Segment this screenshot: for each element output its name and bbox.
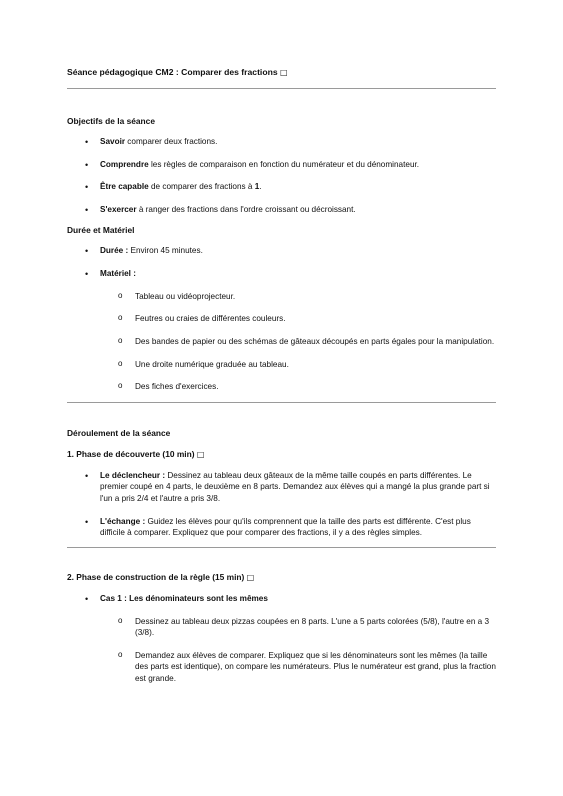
item-text: les règles de comparaison en fonction du numérateur et du dénominateur. [148,159,420,169]
sub-list-item: o Feutres ou craies de différentes couleurs. [67,313,496,325]
divider [67,547,496,548]
item-text: Guidez les élèves pour qu'ils comprennent que la taille des parts est différente. C'est plus difficile à comparer. Expliquez que pour comparer des fractions, il y a des règles simples. [100,516,471,538]
sub-list-item: o Tableau ou vidéoprojecteur. [67,291,496,303]
title-text: Séance pédagogique CM2 : Comparer des fractions [67,67,278,77]
item-bold: Savoir [100,136,126,146]
item-bold: Cas 1 : Les dénominateurs sont les mêmes [100,593,268,603]
item-bold: Être capable [100,182,149,192]
heading-symbol: □ [196,449,205,459]
item-bold: Le déclencheur : [100,470,166,480]
item-bold: S'exercer [100,204,137,214]
item-text: à ranger des fractions dans l'ordre croissant ou décroissant. [136,204,356,214]
item-bold: Matériel : [100,269,136,279]
sub-list-item: o Des bandes de papier ou des schémas de gâteaux découpés en parts égales pour la manipulation. [67,336,496,348]
heading-symbol: □ [246,572,255,582]
list-item [67,159,496,171]
item-text: Dessinez au tableau deux gâteaux de la même taille coupés en parts différentes. Le premier coupé en 4 parts, le deuxième en 8 parts. Demandez aux élèves qui a mangé la plus grande part si l'un a pris 2/4 et l'autre a pris 3/8. [100,470,490,504]
item-bold: Comprendre [100,159,149,169]
item-bold: Durée : [100,246,129,256]
phase1-list [67,470,496,539]
list-item [67,470,496,505]
sub-list-item: o Demandez aux élèves de comparer. Expliquez que si les dénominateurs sont les mêmes (la taille des parts est identique), on compare les numérateurs. Plus le numérateur est grand, plus la fraction est grande. [67,650,496,685]
document-title [67,66,496,80]
title-symbol: □ [280,68,288,77]
sub-list-item: o Une droite numérique graduée au tableau. [67,359,496,371]
materiel-list [67,291,496,393]
duree-list [67,245,496,279]
item-bold: 1 [254,182,260,192]
item-text: comparer deux fractions. [125,136,218,146]
item-text: Environ 45 minutes. [128,246,203,256]
duree-heading: Durée et Matériel [67,225,135,236]
phase1-heading-text: 1. Phase de découverte (10 min) [67,448,195,459]
list-item [67,593,496,605]
list-item [67,245,496,257]
list-item [67,204,496,216]
phase2-heading [67,572,496,584]
phase2-heading-text: 2. Phase de construction de la règle (15 min) [67,571,245,582]
list-item [67,516,496,539]
phase2-list [67,593,496,605]
deroulement-heading: Déroulement de la séance [67,427,171,438]
sub-list-item: o Des fiches d'exercices. [67,381,496,393]
sub-list-item: o Dessinez au tableau deux pizzas coupées en 8 parts. L'une a 5 parts colorées (5/8), l'autre en a 3 (3/8). [67,616,496,639]
list-item [67,268,496,280]
item-bold: L'échange : [100,516,146,526]
cas1-list [67,616,496,685]
divider [67,88,496,89]
item-text: . [259,182,262,192]
objectifs-heading: Objectifs de la séance [67,116,155,126]
item-text: de comparer des fractions à [148,182,255,192]
list-item [67,136,496,148]
objectifs-list [67,136,496,216]
list-item [67,181,496,193]
divider [67,402,496,403]
phase1-heading [67,449,496,461]
